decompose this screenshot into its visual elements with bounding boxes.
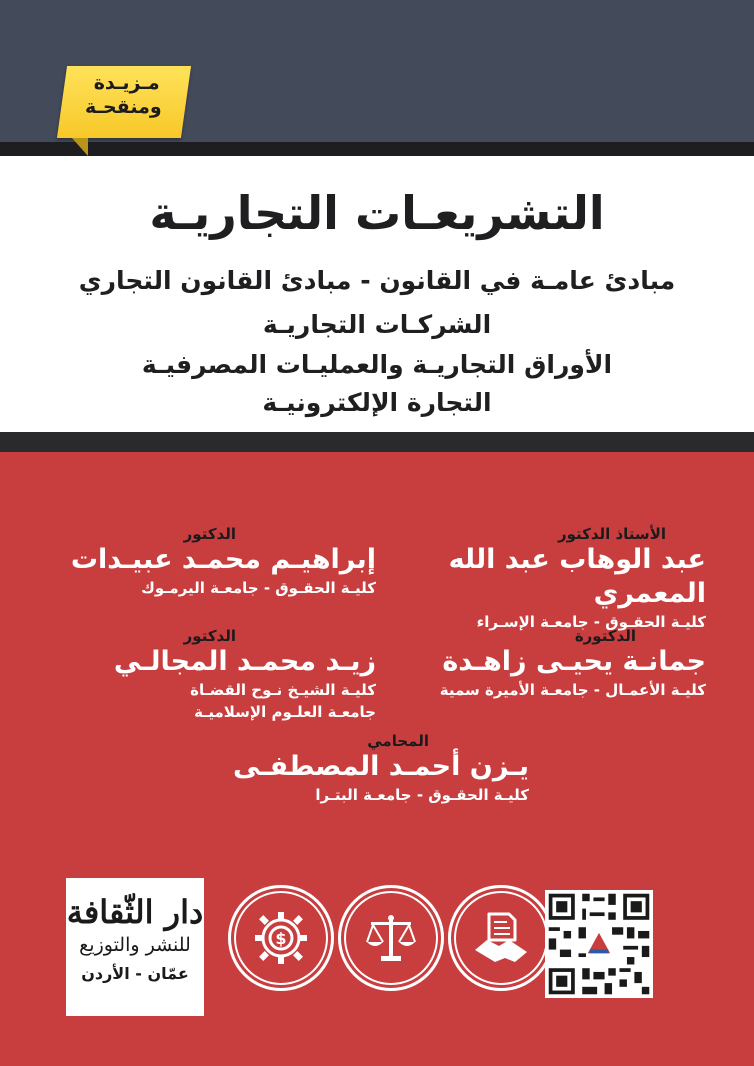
author-block-5 [199,732,529,806]
author-name: يـزن أحمـد المصطفـى [232,751,529,782]
ribbon-line-1: مـزيـدة [93,72,160,94]
subject-line-1: مبادئ عامـة في القانون - مبادئ القانون التجاري [78,266,676,295]
author-affiliation-2: جامعـة العلـوم الإسلاميـة [194,703,376,721]
divider-rule-lower [0,432,754,452]
author-affiliation: كليـة الحقـوق - جامعـة البتـرا [315,786,529,804]
author-affiliation: كليـة الحقـوق - جامعـة الإسـراء [476,613,706,631]
author-affiliation: كليـة الأعمـال - جامعـة الأميرة سمية [439,681,706,699]
author-role: المحامي [367,732,429,750]
scales-of-justice-icon [338,885,444,991]
author-role: الأستاذ الدكتور [557,525,666,543]
handshake-document-icon [448,885,554,991]
book-title: التشريعـات التجاريـة [149,186,605,240]
publisher-logo [66,878,204,1016]
ribbon-line-2: ومنقحـة [84,96,162,118]
author-affiliation: كليـة الشيـخ نـوح القضـاة [190,681,376,699]
author-role: الدكتورة [574,627,636,645]
author-name: عبد الوهاب عبد الله المعمري [448,544,706,609]
author-role: الدكتور [183,627,236,645]
publisher-location: عمّان - الأردن [81,964,189,983]
edition-ribbon [57,66,191,138]
subject-line-3: الأوراق التجاريـة والعمليـات المصرفيـة [141,350,613,379]
qr-code-icon [545,890,653,998]
publisher-tagline: للنشر والتوزيع [79,934,191,956]
author-name: زيـد محمـد المجالـي [113,646,376,677]
author-name: إبراهيـم محمـد عبيـدات [70,544,376,575]
author-block-4 [36,627,376,723]
author-name: جمانـة يحيـى زاهـدة [442,646,706,677]
author-block-2 [36,525,376,599]
svg-text:$: $ [275,929,287,948]
author-block-3 [366,627,706,701]
gear-dollar-icon [228,885,334,991]
subject-line-2: الشركـات التجاريـة [262,310,492,339]
author-block-1 [366,525,706,633]
ribbon-fold [72,138,88,156]
author-role: الدكتور [183,525,236,543]
publisher-name: دار الثّقافة [66,893,204,931]
qr-code[interactable] [545,890,653,998]
subject-line-4: التجارة الإلكترونيـة [262,388,492,417]
author-affiliation: كليـة الحقـوق - جامعـة اليرمـوك [141,579,376,597]
divider-rule [0,142,754,156]
